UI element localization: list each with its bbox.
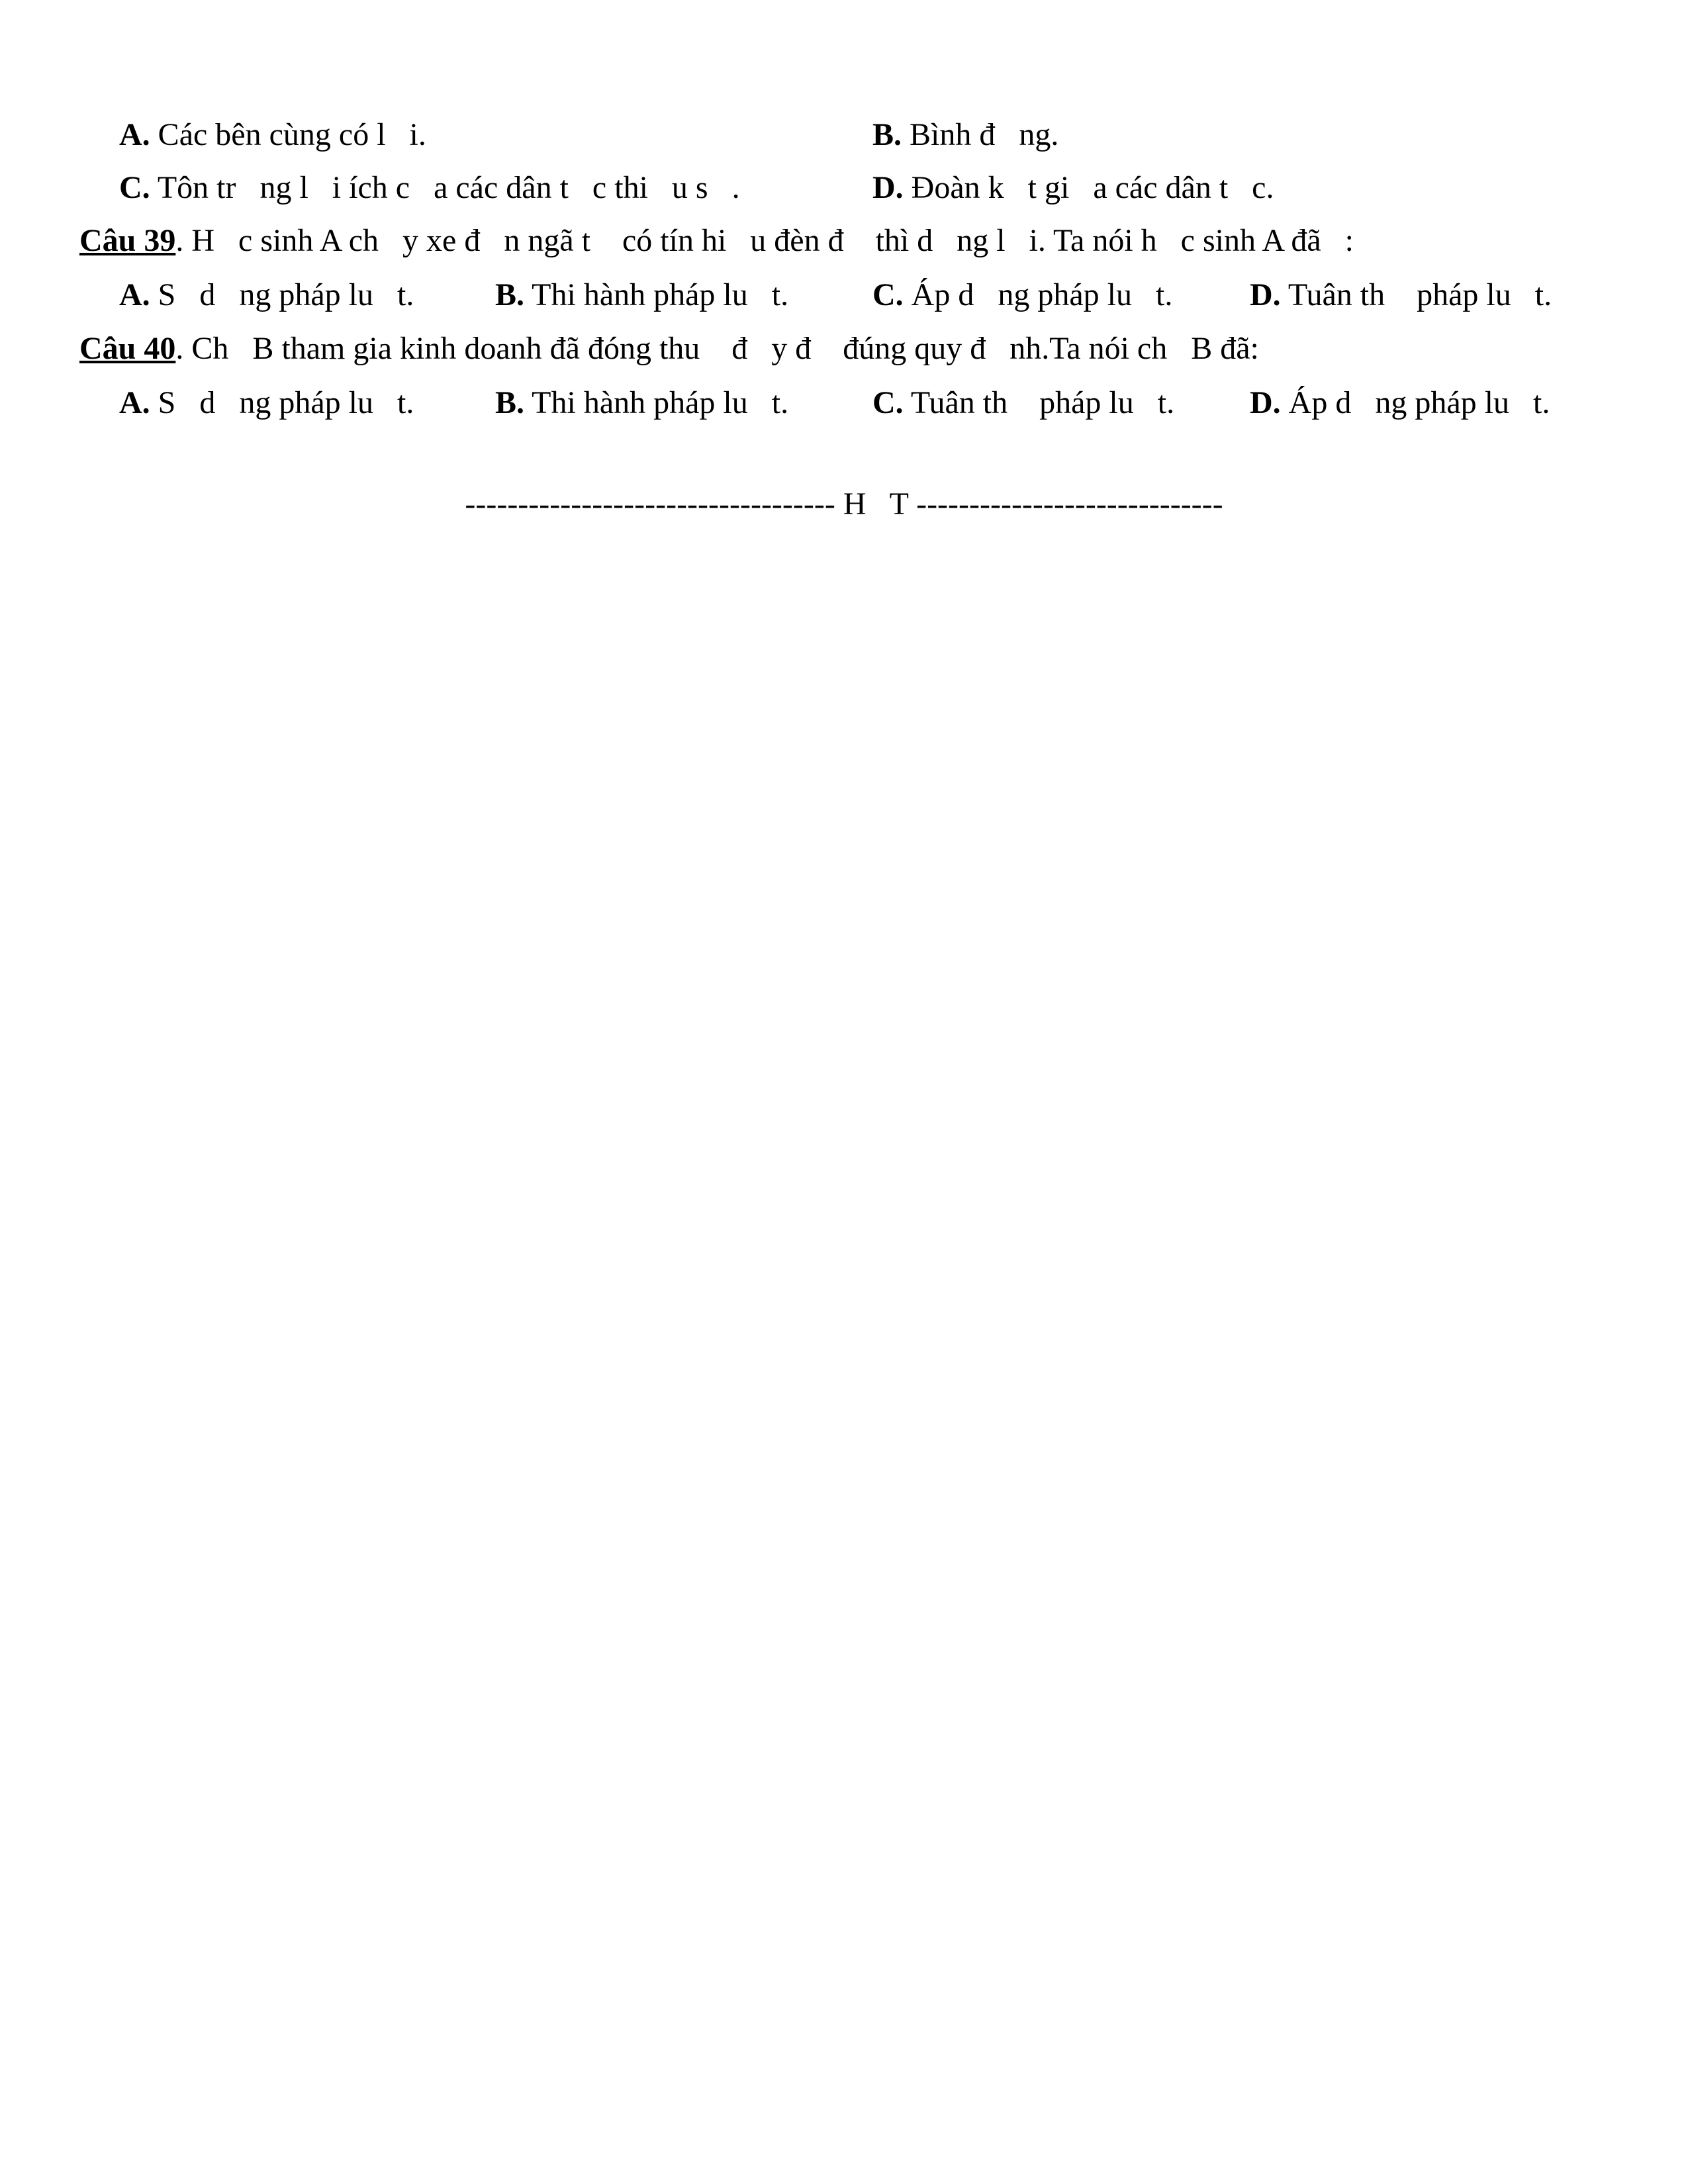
option-label: B. — [495, 277, 525, 312]
q39-option-a[interactable] — [119, 279, 414, 311]
option-text: Tuân th pháp lu t. — [1288, 277, 1552, 312]
option-label: A. — [119, 117, 150, 152]
option-text: S d ng pháp lu t. — [158, 385, 414, 420]
q39-option-b[interactable] — [495, 279, 788, 311]
q39-option-d[interactable] — [1250, 279, 1552, 311]
question-number: Câu 39 — [79, 223, 176, 258]
q39-options-row — [0, 279, 1688, 319]
q38-option-d[interactable] — [872, 172, 1274, 204]
option-text: Thi hành pháp lu t. — [532, 277, 789, 312]
question-text: . Ch B tham gia kinh doanh đã đóng thu đ y đ đúng quy đ nh.Ta nói ch B đã: — [175, 331, 1259, 366]
q39-option-c[interactable] — [872, 279, 1172, 311]
q38-option-a[interactable] — [119, 119, 426, 151]
question-number: Câu 40 — [79, 331, 176, 366]
option-label: B. — [495, 385, 525, 420]
option-label: C. — [872, 385, 904, 420]
option-label: D. — [1250, 277, 1281, 312]
option-label: B. — [872, 117, 902, 152]
option-label: D. — [872, 170, 904, 205]
question-text: . H c sinh A ch y xe đ n ngã t có tín hi u đèn đ thì d ng l i. Ta nói h c sinh A đã : — [175, 223, 1354, 258]
q38-option-b[interactable] — [872, 119, 1058, 151]
option-text: Các bên cùng có l i. — [158, 117, 426, 152]
end-marker: ----------------------------------- H T ----------------------------- — [465, 486, 1223, 522]
option-label: D. — [1250, 385, 1281, 420]
q40-stem — [79, 333, 1259, 365]
q40-option-d[interactable] — [1250, 387, 1550, 419]
q38-option-c[interactable] — [119, 172, 740, 204]
q40-options-row — [0, 387, 1688, 427]
q40-option-a[interactable] — [119, 387, 414, 419]
q40-option-c[interactable] — [872, 387, 1174, 419]
option-text: Áp d ng pháp lu t. — [911, 277, 1173, 312]
option-text: Tôn tr ng l i ích c a các dân t c thi u s . — [157, 170, 740, 205]
q40-option-b[interactable] — [495, 387, 788, 419]
option-label: C. — [119, 170, 150, 205]
q38-options-row-1 — [0, 119, 1688, 159]
option-text: Tuân th pháp lu t. — [910, 385, 1175, 420]
q39-stem — [79, 225, 1354, 257]
option-label: C. — [872, 277, 904, 312]
option-text: Thi hành pháp lu t. — [532, 385, 789, 420]
option-label: A. — [119, 277, 150, 312]
option-text: Đoàn k t gi a các dân t c. — [911, 170, 1274, 205]
option-label: A. — [119, 385, 150, 420]
q38-options-row-2 — [0, 172, 1688, 212]
option-text: S d ng pháp lu t. — [158, 277, 414, 312]
option-text: Bình đ ng. — [910, 117, 1059, 152]
option-text: Áp d ng pháp lu t. — [1288, 385, 1550, 420]
